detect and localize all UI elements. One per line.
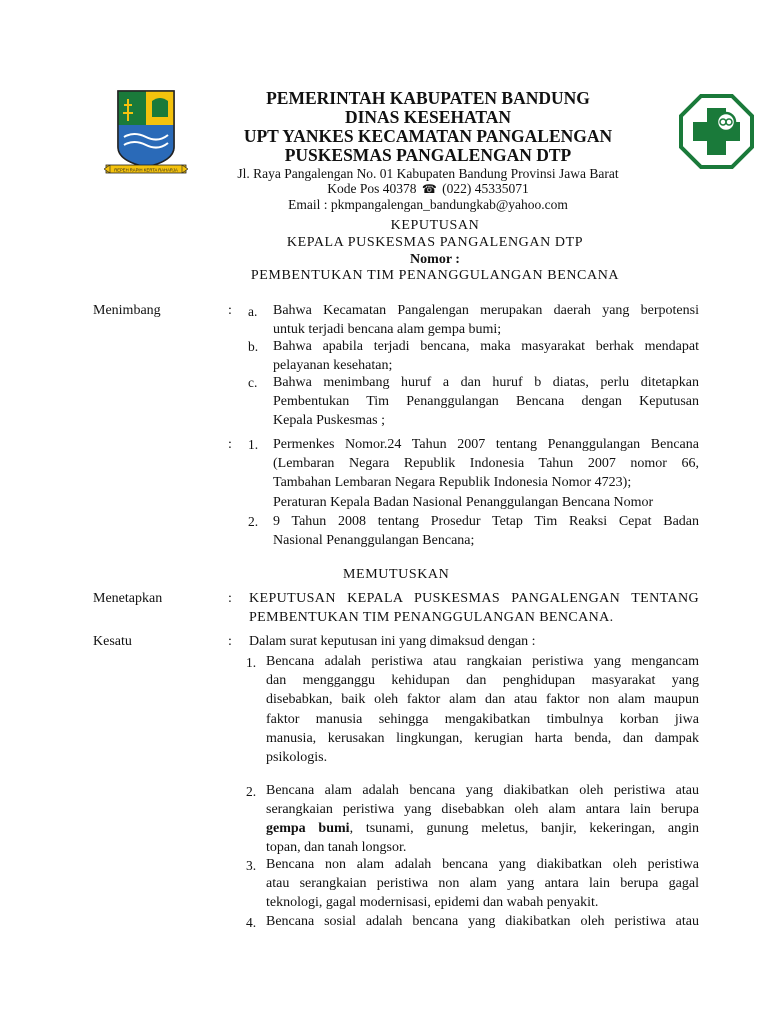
- kesatu-colon: :: [228, 634, 232, 649]
- title-keputusan: KEPUTUSAN: [390, 218, 480, 233]
- mengingat-1-line3: Tambahan Lembaran Negara Republik Indonesia Nomor 4723);: [273, 475, 632, 490]
- kabupaten-bandung-emblem-icon: [104, 87, 188, 177]
- kesatu-1-line3: disebabkan, baik oleh faktor alam dan atau faktor non alam maupun: [266, 692, 699, 707]
- org-name-line1: PEMERINTAH KABUPATEN BANDUNG: [266, 88, 590, 108]
- mengingat-1-line1: Permenkes Nomor.24 Tahun 2007 tentang Penanggulangan Bencana: [273, 437, 699, 452]
- menimbang-marker-b: b.: [248, 339, 259, 354]
- kesatu-3-line1: Bencana non alam adalah bencana yang diakibatkan oleh peristiwa: [266, 857, 699, 872]
- kesatu-2-line1: Bencana alam adalah bencana yang diakibatkan oleh peristiwa atau: [266, 783, 699, 798]
- mengingat-colon: :: [228, 437, 232, 452]
- title-subject: PEMBENTUKAN TIM PENANGGULANGAN BENCANA: [250, 268, 620, 283]
- title-kepala: KEPALA PUSKESMAS PANGALENGAN DTP: [286, 235, 584, 250]
- mengingat-1-line4: Peraturan Kepala Badan Nasional Penanggulangan Bencana Nomor: [273, 495, 654, 510]
- title-nomor: Nomor :: [410, 252, 460, 267]
- motto-text: REPEH RAPIH KERTA RAHARJA: [114, 167, 178, 173]
- menimbang-marker-a: a.: [248, 304, 258, 319]
- menetapkan-colon: :: [228, 591, 232, 606]
- memutuskan-heading: MEMUTUSKAN: [343, 567, 450, 582]
- kesatu-marker-2: 2.: [246, 784, 257, 799]
- mengingat-1-line2: (Lembaran Negara Republik Indonesia Tahun 2007 nomor 66,: [273, 456, 699, 471]
- kesatu-intro: Dalam surat keputusan ini yang dimaksud dengan :: [249, 634, 536, 649]
- email-line: Email : pkmpangalengan_bandungkab@yahoo.com: [288, 197, 568, 212]
- kesatu-marker-4: 4.: [246, 915, 257, 930]
- postal-code: Kode Pos 40378: [327, 181, 417, 196]
- menetapkan-line1: KEPUTUSAN KEPALA PUSKESMAS PANGALENGAN TENTANG: [249, 591, 699, 606]
- kesatu-marker-3: 3.: [246, 858, 257, 873]
- menetapkan-line2: PEMBENTUKAN TIM PENANGGULANGAN BENCANA.: [249, 610, 614, 625]
- phone-number: (022) 45335071: [442, 181, 529, 196]
- puskesmas-logo-icon: [679, 94, 754, 169]
- org-name-line4: PUSKESMAS PANGALENGAN DTP: [284, 145, 572, 165]
- menimbang-colon: :: [228, 303, 232, 318]
- telephone-icon: ☎: [421, 182, 437, 196]
- kesatu-1-line6: psikologis.: [266, 750, 328, 765]
- kesatu-1-line2: dan mengganggu kehidupan dan penghidupan masyarakat yang: [266, 673, 699, 688]
- mengingat-marker-1: 1.: [248, 437, 259, 452]
- postal-phone-line: [200, 181, 656, 197]
- menimbang-label: Menimbang: [93, 303, 161, 318]
- kesatu-1-line5: manusia, kerusakan lingkungan, kerugian harta benda, dan dampak: [266, 731, 699, 746]
- kesatu-marker-1: 1.: [246, 655, 257, 670]
- menimbang-c-line1: Bahwa menimbang huruf a dan huruf b diatas, perlu ditetapkan: [273, 375, 699, 390]
- address-line: Jl. Raya Pangalengan No. 01 Kabupaten Bandung Provinsi Jawa Barat: [237, 166, 619, 181]
- menetapkan-label: Menetapkan: [93, 591, 163, 606]
- kesatu-3-line2: atau serangkaian peristiwa non alam yang antara lain berupa gagal: [266, 876, 699, 891]
- mengingat-2-line2: Nasional Penanggulangan Bencana;: [273, 533, 475, 548]
- menimbang-c-line3: Kepala Puskesmas ;: [273, 413, 385, 428]
- kesatu-2-line2: serangkaian peristiwa yang disebabkan oleh alam antara lain berupa: [266, 802, 699, 817]
- kesatu-1-line4: faktor manusia sehingga mengakibatkan timbulnya korban jiwa: [266, 712, 699, 727]
- menimbang-marker-c: c.: [248, 375, 258, 390]
- kesatu-2-line3-rest: , tsunami, gunung meletus, banjir, kekeringan, angin: [349, 821, 699, 836]
- menimbang-a-line1: Bahwa Kecamatan Pangalengan merupakan daerah yang berpotensi: [273, 303, 699, 318]
- kesatu-1-line1: Bencana adalah peristiwa atau rangkaian peristiwa yang mengancam: [266, 654, 699, 669]
- bold-term-gempa-bumi: gempa bumi: [266, 821, 350, 836]
- kesatu-2-line4: topan, dan tanah longsor.: [266, 840, 407, 855]
- kesatu-4-line1: Bencana sosial adalah bencana yang diakibatkan oleh peristiwa atau: [266, 914, 699, 929]
- menimbang-b-line2: pelayanan kesehatan;: [273, 358, 393, 373]
- menimbang-c-line2: Pembentukan Tim Penanggulangan Bencana dengan Keputusan: [273, 394, 699, 409]
- mengingat-marker-2: 2.: [248, 514, 259, 529]
- menimbang-a-line2: untuk terjadi bencana alam gempa bumi;: [273, 322, 502, 337]
- mengingat-2-line1: 9 Tahun 2008 tentang Prosedur Tetap Tim Reaksi Cepat Badan: [273, 514, 699, 529]
- org-name-line2: DINAS KESEHATAN: [344, 107, 512, 127]
- org-name-line3: UPT YANKES KECAMATAN PANGALENGAN: [243, 126, 613, 146]
- kesatu-label: Kesatu: [93, 634, 132, 649]
- kesatu-3-line3: teknologi, gagal modernisasi, epidemi dan wabah penyakit.: [266, 895, 599, 910]
- kesatu-2-line3: [266, 821, 699, 837]
- menimbang-b-line1: Bahwa apabila terjadi bencana, maka masyarakat berhak mendapat: [273, 339, 699, 354]
